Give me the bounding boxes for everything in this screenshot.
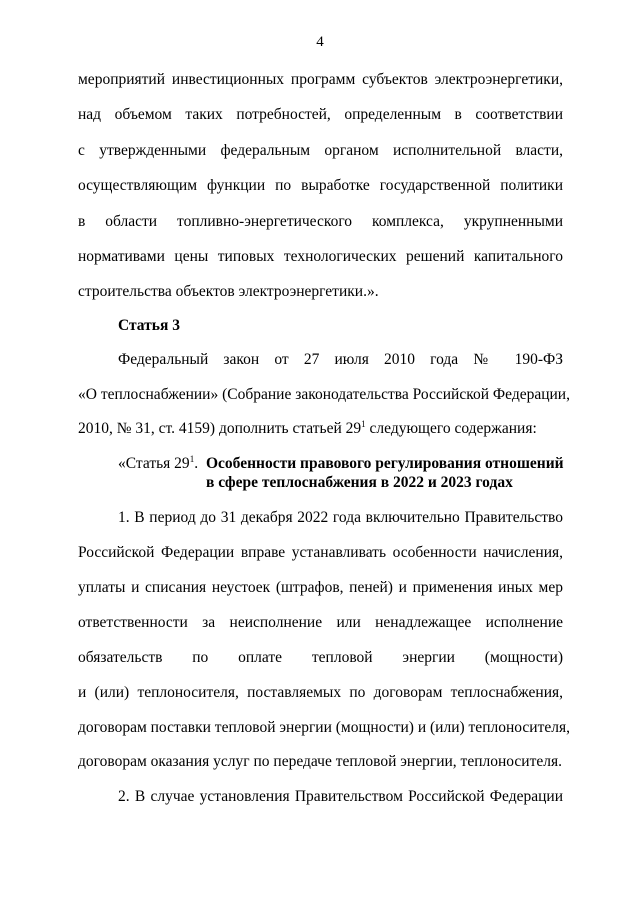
article-29-title-line: в сфере теплоснабжения в 2022 и 2023 годах <box>206 474 513 491</box>
paragraph-line: осуществляющим функции по выработке государственной политики <box>78 177 563 194</box>
superscript: 1 <box>189 454 195 464</box>
paragraph-line: договорам оказания услуг по передаче тепловой энергии, теплоносителя. <box>78 753 562 770</box>
paragraph-line: и (или) теплоносителя, поставляемых по договорам теплоснабжения, <box>78 684 563 701</box>
article-3-text: 2010, № 31, ст. 4159) дополнить статьей 29 <box>78 420 362 437</box>
paragraph-line: строительства объектов электроэнергетики.». <box>78 283 379 300</box>
paragraph-line: в области топливно-энергетического комплекса, укрупненными <box>78 213 563 230</box>
paragraph-line: «О теплоснабжении» (Собрание законодательства Российской Федерации, <box>78 386 570 403</box>
paragraph-line: ответственности за неисполнение или ненадлежащее исполнение <box>78 614 563 631</box>
paragraph-line <box>78 419 563 439</box>
paragraph-line: с утвержденными федеральным органом исполнительной власти, <box>78 142 563 159</box>
paragraph-line: мероприятий инвестиционных программ субъектов электроэнергетики, <box>78 71 563 88</box>
article-29-title-line: Особенности правового регулирования отношений <box>206 455 564 472</box>
paragraph-line: обязательств по оплате тепловой энергии (мощности) <box>78 649 563 666</box>
paragraph-line: Российской Федерации вправе устанавливать особенности начисления, <box>78 544 563 561</box>
article-3-heading: Статья 3 <box>118 317 180 334</box>
paragraph-line: над объемом таких потребностей, определенным в соответствии <box>78 106 563 123</box>
page-number: 4 <box>316 34 324 50</box>
superscript: 1 <box>361 419 366 429</box>
paragraph-line: Федеральный закон от 27 июля 2010 года № 190-ФЗ <box>118 351 563 368</box>
paragraph-line: нормативами цены типовых технологических решений капитального <box>78 248 563 265</box>
paragraph-line: уплаты и списания неустоек (штрафов, пеней) и применения иных мер <box>78 579 563 596</box>
paragraph-line: договорам поставки тепловой энергии (мощности) и (или) теплоносителя, <box>78 719 570 736</box>
article-29-label: «Статья $29^1$. <box>118 454 199 472</box>
article-3-tail: следующего содержания: <box>365 420 537 437</box>
paragraph-line: 1. В период до 31 декабря 2022 года включительно Правительство <box>118 509 563 526</box>
paragraph-line: 2. В случае установления Правительством Российской Федерации <box>118 788 563 805</box>
